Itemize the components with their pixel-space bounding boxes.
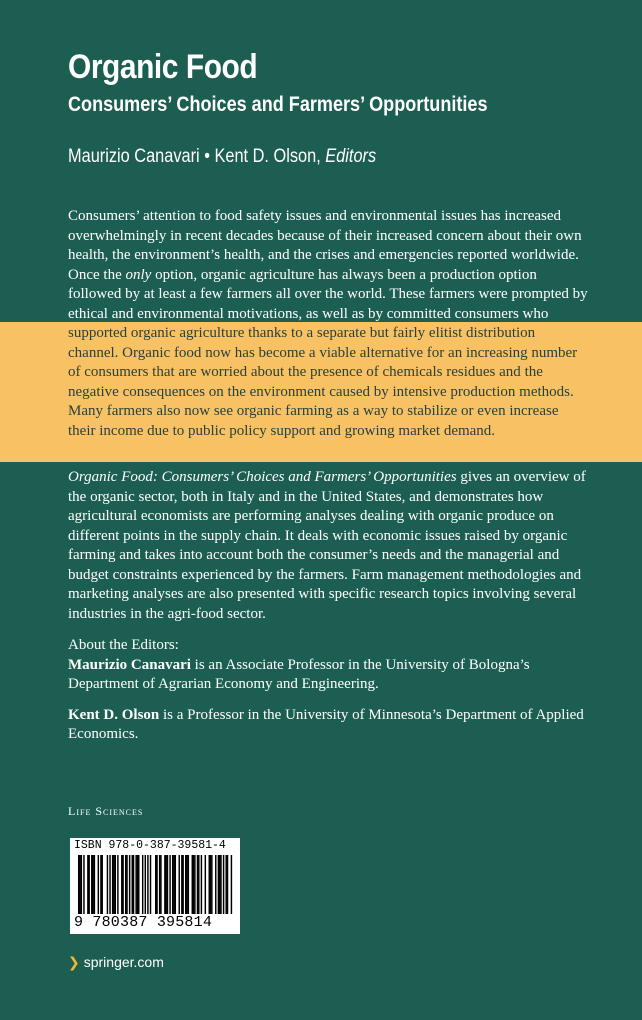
- about-editors: [68, 636, 588, 756]
- chevron-right-icon: ❯: [68, 954, 80, 970]
- description-emphasis: only: [125, 266, 152, 283]
- barcode-bar: [113, 855, 114, 914]
- barcode-bar: [155, 855, 156, 914]
- barcode-bar: [87, 855, 88, 914]
- barcode-bar: [197, 855, 198, 914]
- barcode-bar: [167, 855, 168, 914]
- barcode-bar: [101, 855, 102, 914]
- barcode-bar: [138, 855, 139, 914]
- barcode-bar: [198, 855, 199, 914]
- editors-role: Editors: [325, 146, 377, 167]
- barcode-bar: [209, 855, 210, 914]
- barcode-bar: [100, 855, 101, 914]
- publisher-url: springer.com: [83, 954, 164, 970]
- barcode-bar: [81, 855, 82, 914]
- barcode-bar: [107, 855, 108, 914]
- editor2-name: Kent D. Olson: [68, 706, 160, 723]
- description-paragraph: [68, 207, 588, 441]
- overview-paragraph: [68, 468, 588, 624]
- barcode-bar: [150, 855, 151, 914]
- barcode-bar: [121, 855, 122, 914]
- barcode-bar: [160, 855, 161, 914]
- book-subtitle: Consumers’ Choices and Farmers’ Opportunities: [68, 93, 488, 116]
- editors-line: [68, 146, 376, 168]
- barcode-bar: [186, 855, 187, 914]
- barcode-bar: [175, 855, 176, 914]
- barcode-bar: [78, 855, 79, 914]
- editor1-bio: [68, 656, 588, 695]
- barcode-bar: [115, 855, 116, 914]
- barcode-bar: [218, 855, 219, 914]
- barcode-bar: [225, 855, 226, 914]
- barcode-bar: [210, 855, 211, 914]
- overview-text: gives an overview of the organic sector, both in Italy and in the United States, and demonstrates how agricultural economists are performing analyses dealing with organic produce on different points in the supply chain. It deals with economic issues raised by organic farming and takes into account both the consumer’s needs and the managerial and budget constraints experienced by the farmers. Farm management methodologies and marketing analyses are also presented with specific research topics involving several industries in the agri-food sector.: [68, 469, 586, 622]
- publisher-logo[interactable]: [68, 954, 164, 971]
- barcode-bar: [83, 855, 84, 914]
- barcode-bar: [211, 855, 212, 914]
- editor1-text: is an Associate Professor in the University of Bologna’s Department of Agrarian Economy and Engineering.: [68, 656, 530, 692]
- barcode-bar: [194, 855, 195, 914]
- description-part2: option, organic agriculture has always been a production option followed by at least a few farmers all over the world. These farmers were prompted by ethical and environmental motivations, as well as by committed consumers who supported organic agriculture thanks to a separate but fairly elitist distribution channel. Organic food now has become a viable alternative for an increasing number of consumers that are worried about the presence of chemicals residues and the negative consequences on the environment caused by intensive production methods. Many farmers also now see organic farming as a way to stabilize or even increase their income due to public policy support and growing market demand.: [68, 266, 588, 439]
- description-part1: Consumers’ attention to food safety issues and environmental issues has increased overwhelmingly in recent decades because of their increased concern about their own health, the environment’s health, and the crises and emergencies reported worldwide. Once the: [68, 208, 582, 283]
- barcode-bar: [182, 855, 183, 914]
- barcode-bar: [88, 855, 89, 914]
- barcode-bar: [94, 855, 95, 914]
- barcode-bar: [193, 855, 194, 914]
- barcode-bar: [164, 855, 165, 914]
- barcode-bar: [145, 855, 146, 914]
- barcode-bar: [205, 855, 206, 914]
- barcode-bar: [98, 855, 99, 914]
- barcode-bar: [173, 855, 174, 914]
- editor2-bio: [68, 706, 588, 745]
- barcode-digits: 9 780387 395814: [74, 914, 213, 931]
- barcode-bar: [220, 855, 221, 914]
- barcode-bar: [91, 855, 92, 914]
- barcode-bar: [79, 855, 80, 914]
- barcode-bar: [181, 855, 182, 914]
- barcode-bar: [112, 855, 113, 914]
- book-title: Organic Food: [68, 48, 258, 86]
- barcode-bar: [185, 855, 186, 914]
- editor2-text: is a Professor in the University of Minnesota’s Department of Applied Economics.: [68, 706, 584, 742]
- barcode-bar: [188, 855, 189, 914]
- barcode-bar: [192, 855, 193, 914]
- barcode-bar: [126, 855, 127, 914]
- about-heading: About the Editors:: [68, 637, 179, 653]
- isbn-barcode: [70, 838, 240, 934]
- barcode-bar: [172, 855, 173, 914]
- overview-book-title: Organic Food: Consumers’ Choices and Farmers’ Opportunities: [68, 469, 457, 485]
- barcode-bar: [223, 855, 224, 914]
- barcode-bar: [215, 855, 216, 914]
- barcode-bar: [219, 855, 220, 914]
- barcode-bar: [165, 855, 166, 914]
- barcode-bar: [129, 855, 130, 914]
- barcode-bar: [142, 855, 143, 914]
- barcode-bar: [92, 855, 93, 914]
- series-label: Life Sciences: [68, 804, 144, 818]
- barcode-bar: [125, 855, 126, 914]
- barcode-bar: [133, 855, 134, 914]
- barcode-bar: [201, 855, 202, 914]
- barcode-bar: [137, 855, 138, 914]
- editor-names: Maurizio Canavari • Kent D. Olson,: [68, 146, 321, 167]
- barcode-bar: [178, 855, 179, 914]
- barcode-bar: [156, 855, 157, 914]
- barcode-bar: [122, 855, 123, 914]
- isbn-text: ISBN 978-0-387-39581-4: [74, 839, 226, 852]
- editor1-name: Maurizio Canavari: [68, 656, 191, 673]
- barcode-bar: [147, 855, 148, 914]
- barcode-bar: [169, 855, 170, 914]
- barcode-bar: [159, 855, 160, 914]
- barcode-bar: [231, 855, 232, 914]
- barcode-bar: [109, 855, 110, 914]
- barcode-bar: [135, 855, 136, 914]
- barcode-bar: [227, 855, 228, 914]
- barcode-bar: [117, 855, 118, 914]
- barcode-bar: [132, 855, 133, 914]
